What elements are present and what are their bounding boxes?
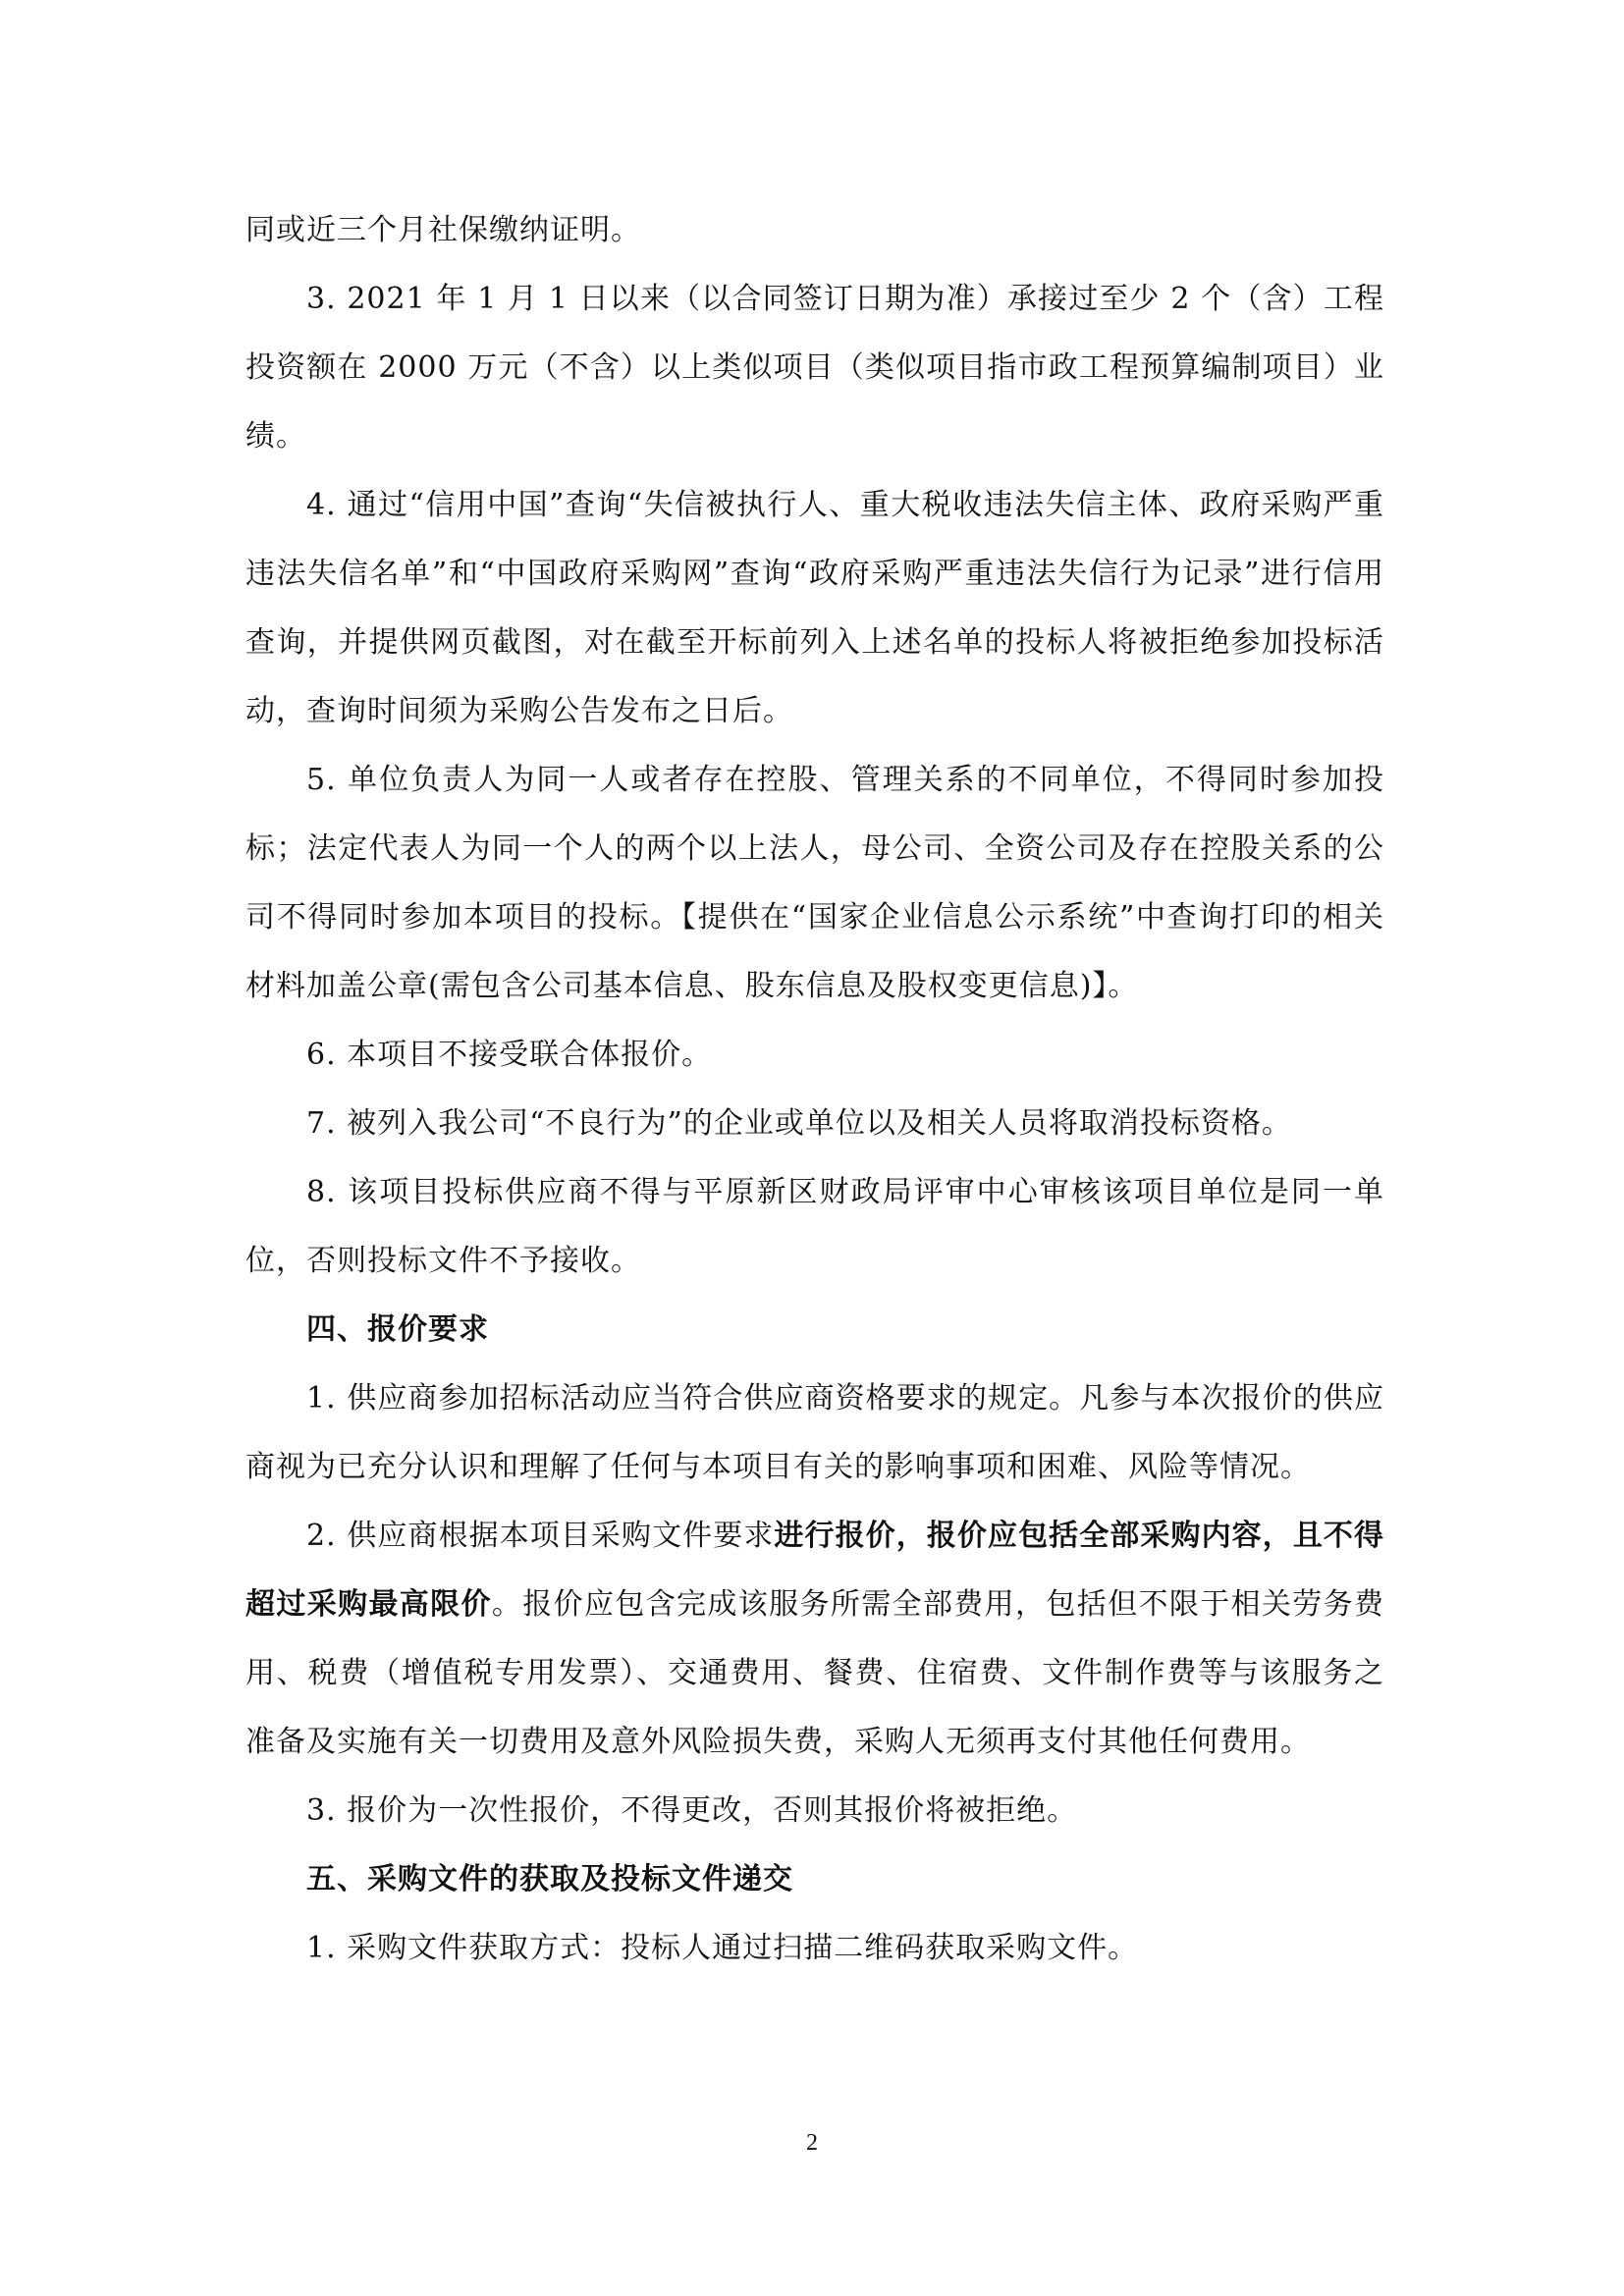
paragraph-continuation: 同或近三个月社保缴纳证明。 — [245, 213, 641, 247]
paragraph-requirement-7: 7. 被列入我公司“不良行为”的企业或单位以及相关人员将取消投标资格。 — [306, 1106, 1292, 1141]
paragraph-requirement-5: 5. 单位负责人为同一人或者存在控股、管理关系的不同单位，不得同时参加投标；法定代表人为同一个人的两个以上法人，母公司、全资公司及存在控股关系的公司不得同时参加本项目的投标。【提供在“国家企业信息公示系统”中查询打印的相关材料加盖公章(需包含公司基本信息、股东信息及股权变更信息)】。 — [245, 763, 1384, 1003]
page-number: 2 — [806, 2130, 818, 2156]
paragraph-quotation-1: 1. 供应商参加招标活动应当符合供应商资格要求的规定。凡参与本次报价的供应商视为已充分认识和理解了任何与本项目有关的影响事项和困难、风险等情况。 — [245, 1381, 1384, 1484]
paragraph-requirement-8: 8. 该项目投标供应商不得与平原新区财政局评审中心审核该项目单位是同一单位，否则投标文件不予接收。 — [245, 1175, 1384, 1278]
quotation-2-suffix: 。报价应包含完成该服务所需全部费用，包括但不限于相关劳务费用、税费（增值税专用发票）、交通费用、餐费、住宿费、文件制作费等与该服务之准备及实施有关一切费用及意外风险损失费，采购人无须再支付其他任何费用。 — [245, 1587, 1385, 1759]
section-heading-documents: 五、采购文件的获取及投标文件递交 — [306, 1862, 793, 1896]
document-page — [245, 196, 1384, 1983]
quotation-2-prefix: 2. 供应商根据本项目采购文件要求 — [306, 1519, 775, 1553]
paragraph-documents-1: 1. 采购文件获取方式：投标人通过扫描二维码获取采购文件。 — [306, 1931, 1139, 1965]
section-heading-quotation: 四、报价要求 — [306, 1312, 489, 1347]
paragraph-requirement-6: 6. 本项目不接受联合体报价。 — [306, 1038, 713, 1072]
quotation-2-emphasis: 进行报价，报价应包括全部采购内容，且不得超过采购最高限价 — [245, 1519, 1385, 1622]
paragraph-quotation-3: 3. 报价为一次性报价，不得更改，否则其报价将被拒绝。 — [306, 1793, 1078, 1828]
paragraph-requirement-3: 3. 2021 年 1 月 1 日以来（以合同签订日期为准）承接过至少 2 个（含）工程投资额在 2000 万元（不含）以上类似项目（类似项目指市政工程预算编制项目）业绩。 — [245, 282, 1384, 454]
paragraph-requirement-4: 4. 通过“信用中国”查询“失信被执行人、重大税收违法失信主体、政府采购严重违法失信名单”和“中国政府采购网”查询“政府采购严重违法失信行为记录”进行信用查询，并提供网页截图，对在截至开标前列入上述名单的投标人将被拒绝参加投标活动，查询时间须为采购公告发布之日后。 — [245, 488, 1384, 728]
paragraph-quotation-2 — [245, 1502, 1384, 1777]
